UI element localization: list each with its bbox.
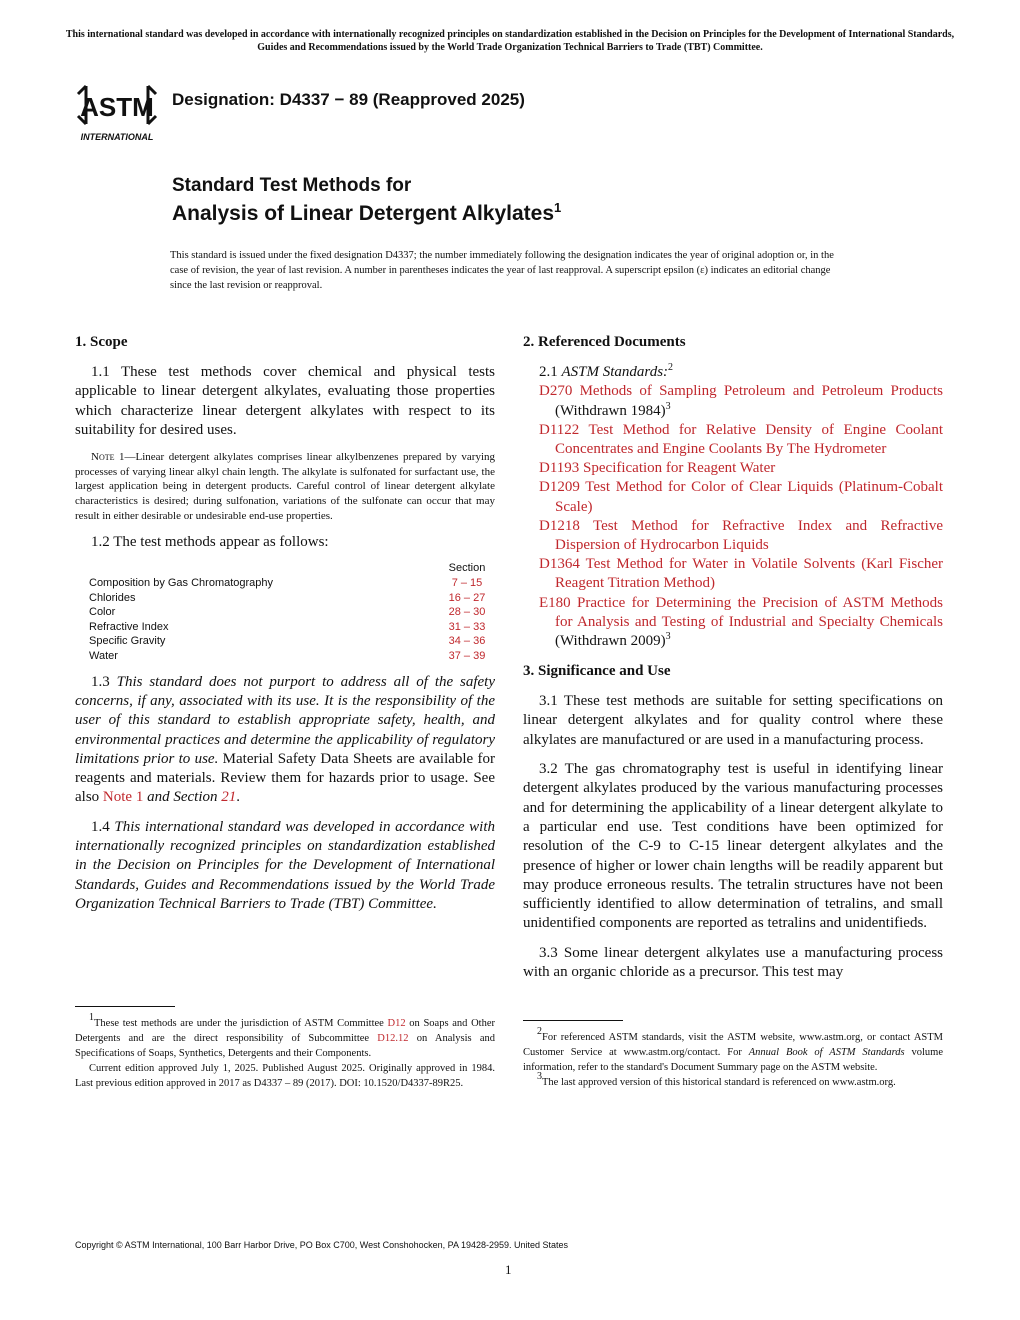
right-column xyxy=(523,334,943,992)
para-1-4: 1.4 This international standard was developed in accordance with internationally recognized principles on standardization established in the Decision on Principles for the Development of International Standards, Guides and Recommendations issued by the World Trade Organization Technical Barriers to Trade (TBT) Committee. xyxy=(75,818,495,912)
ref-code-link[interactable]: D1193 xyxy=(539,460,580,477)
logo-subtext: INTERNATIONAL xyxy=(80,132,154,142)
ref-item: E180 Practice for Determining the Precision of ASTM Methods for Analysis and Testing of Industrial and Specialty Chemicals (Withdrawn 2009)$^3$ xyxy=(539,594,943,649)
para-3-1: 3.1 These test methods are suitable for setting specifications on linear detergent alkylates and for quality control where these alkylates are manufactured or are used in a manufacturing process. xyxy=(523,693,943,748)
ref-title-link[interactable]: Practice for Determining the Precision of ASTM Methods for Analysis and Testing of Industrial and Specialty Chemicals xyxy=(555,594,943,630)
para-1-1: 1.1 These test methods cover chemical and physical tests applicable to linear detergent alkylates, evaluating those properties which characterize linear detergent alkylates with respect to its suitability for desired uses. xyxy=(75,364,495,438)
table-row: Water 37 – 39 xyxy=(75,650,495,665)
note-1 xyxy=(75,450,495,523)
section-link[interactable]: 31 – 33 xyxy=(448,620,486,633)
section-link[interactable]: 34 – 36 xyxy=(448,635,486,648)
ref-title-link[interactable]: Test Method for Water in Volatile Solvents (Karl Fischer Reagent Titration Method) xyxy=(555,556,944,592)
ref-item xyxy=(523,555,943,593)
ref-code-link[interactable]: D1364 xyxy=(539,556,580,573)
title-line-1: Standard Test Methods for xyxy=(172,175,412,196)
astm-logo xyxy=(72,80,162,144)
table-row: Color 28 – 30 xyxy=(75,606,495,621)
footnote-rule-left xyxy=(75,1006,175,1007)
table-row: Refractive Index 31 – 33 xyxy=(75,621,495,636)
table-row: Specific Gravity 34 – 36 xyxy=(75,635,495,650)
note-1-label: Note 1 xyxy=(91,451,125,464)
para-1-2: 1.2 The test methods appear as follows: xyxy=(91,534,329,551)
footnote-3: $^3$The last approved version of this historical standard is referenced on www.astm.org. xyxy=(537,1071,896,1088)
footnotes-left xyxy=(75,1012,495,1091)
issuance-statement: This standard is issued under the fixed designation D4337; the number immediately following the designation indicates the year of original adoption or, in the case of revision, the year of last revision. A number in parentheses indicates the year of last reapproval. A superscript epsilon (ε) indicates an editorial change since the last revision or reapproval. xyxy=(170,250,834,291)
section-link[interactable]: 28 – 30 xyxy=(448,606,486,619)
note-1-link[interactable]: Note 1 xyxy=(102,789,144,806)
ref-code-link[interactable]: D1209 xyxy=(539,479,580,496)
section-column-header: Section xyxy=(448,562,486,575)
table-row: Chlorides 16 – 27 xyxy=(75,592,495,607)
ref-item: D270 Methods of Sampling Petroleum and Petroleum Products (Withdrawn 1984)$^3$ xyxy=(539,383,944,419)
ref-item xyxy=(523,421,943,459)
page-number: 1 xyxy=(505,1262,512,1277)
sections-table xyxy=(75,562,495,664)
ref-code-link[interactable]: D1122 xyxy=(539,421,580,438)
ref-item xyxy=(523,478,943,516)
para-3-2: 3.2 The gas chromatography test is useful in identifying linear detergent alkylates produced by the various manufacturing processes and for determining the applicability of a linear detergent alkylate to a particular end use. Test conditions have been optimized for resolution of the C-9 to C-15 linear detergent alkylates and the presence of higher or lower chain lengths will be readily apparent but may produce erroneous results. The tetralin structures have not been sufficiently identified to allow determination of tetralins, and small unidentified components are reported as tetralins and unidentifieds. xyxy=(523,761,943,932)
title-footnote-mark: 1 xyxy=(554,200,562,215)
footnote-1-edition: Current edition approved July 1, 2025. Published August 2025. Originally approved in 1984. Last previous edition approved in 2017 as D4337 – 89 (2017). DOI: 10.1520/D4337-89R25. xyxy=(75,1063,495,1089)
ref-title-link[interactable]: Test Method for Color of Clear Liquids (Platinum-Cobalt Scale) xyxy=(555,479,943,515)
footnote-1: $^1$These test methods are under the jurisdiction of ASTM Committee D12 on Soaps and Other Detergents and are the direct responsibility of Subcommittee D12.12 on Analysis and Specifications of Soaps, Synthetics, Detergents and their Components. xyxy=(75,1012,495,1059)
title-text: Analysis of Linear Detergent Alkylates xyxy=(172,202,555,225)
ref-title-link[interactable]: Specification for Reagent Water xyxy=(583,460,776,477)
section-21-link[interactable]: 21 xyxy=(221,789,237,806)
referenced-documents-heading: 2. Referenced Documents xyxy=(523,334,686,350)
section-link[interactable]: 7 – 15 xyxy=(451,577,483,590)
note-1-text: —Linear detergent alkylates comprises linear alkylbenzenes prepared by varying processes of varying linear alkyl chain length. The alkylate is sulfonated for surfactant use, the largest application being in detergent products. Careful control of linear detergent alkylate characteristics is desired; during sulfonation, variations of the sulfonate can occur that may result in either desirable or undesirable end-use properties. xyxy=(75,451,496,522)
left-column xyxy=(75,334,495,924)
para-2-1: 2.1 ASTM Standards:$^2$ xyxy=(539,362,674,380)
designation: Designation: D4337 − 89 (Reapproved 2025) xyxy=(172,90,525,109)
ref-item xyxy=(523,459,943,478)
committee-d12-link[interactable]: D12 xyxy=(387,1018,406,1029)
logo-text: ASTM xyxy=(80,92,154,122)
tbt-notice: This international standard was developed in accordance with internationally recognized principles on standardization established in the Decision on Principles for the Development of International Standards, Guides and Recommendations issued by the World Trade Organization Technical Barriers to Trade (TBT) Committee. xyxy=(65,29,955,53)
para-1-3: 1.3 This standard does not purport to address all of the safety concerns, if any, associated with its use. It is the responsibility of the user of this standard to establish appropriate safety, health, and environmental practices and determine the applicability of regulatory limitations prior to use. Material Safety Data Sheets are available for reagents and materials. Review them for hazards prior to usage. See also Note 1 and Section 21. xyxy=(75,673,496,806)
ref-code-link[interactable]: E180 xyxy=(539,594,571,611)
ref-title-link[interactable]: Methods of Sampling Petroleum and Petroleum Products xyxy=(579,383,944,400)
footnote-2: $^2$For referenced ASTM standards, visit the ASTM website, www.astm.org, or contact ASTM Customer Service at www.astm.org/contact. For Annual Book of ASTM Standards volume information, refer to the standard's Document Summary page on the ASTM website. xyxy=(523,1026,944,1073)
footnotes-right xyxy=(523,1026,944,1090)
para-3-3: 3.3 Some linear detergent alkylates use a manufacturing process with an organic chloride as a precursor. This test may xyxy=(523,944,943,980)
significance-heading: 3. Significance and Use xyxy=(523,663,671,680)
subcommittee-d12-12-link[interactable]: D12.12 xyxy=(377,1033,409,1044)
footnote-rule-right xyxy=(523,1020,623,1021)
ref-item xyxy=(523,517,943,555)
section-link[interactable]: 37 – 39 xyxy=(448,650,486,663)
section-link[interactable]: 16 – 27 xyxy=(448,591,486,604)
ref-title-link[interactable]: Test Method for Relative Density of Engine Coolant Concentrates and Engine Coolants By The Hydrometer xyxy=(555,421,944,457)
table-row: Composition by Gas Chromatography 7 – 15 xyxy=(75,577,495,592)
ref-code-link[interactable]: D270 xyxy=(539,383,573,400)
title-line-2 xyxy=(172,200,561,226)
scope-heading: 1. Scope xyxy=(75,334,128,350)
ref-code-link[interactable]: D1218 xyxy=(539,517,580,534)
copyright-line: Copyright © ASTM International, 100 Barr Harbor Drive, PO Box C700, West Conshohocken, PA 19428-2959. United States xyxy=(75,1240,569,1250)
ref-title-link[interactable]: Test Method for Refractive Index and Refractive Dispersion of Hydrocarbon Liquids xyxy=(555,517,943,553)
